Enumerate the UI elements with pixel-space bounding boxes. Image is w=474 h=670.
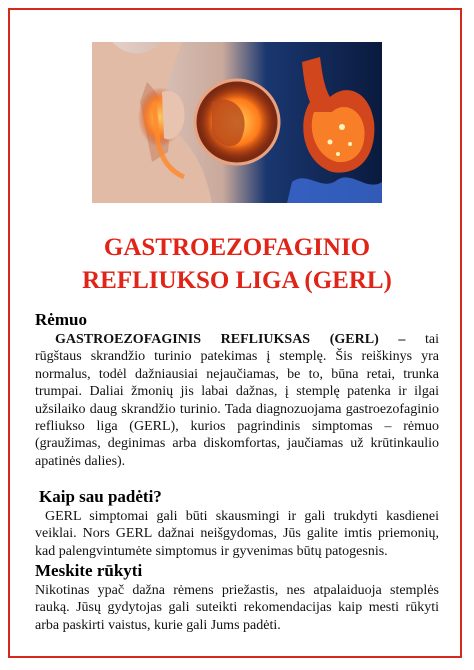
section-paragraph-remuo: [35, 331, 439, 470]
paragraph-line: (graužimas, deginimas arba diskomfortas, jaučiamas už krūtinkaulio: [35, 436, 439, 452]
paragraph-line: rauką. Jūsų gydytojas gali suteikti rekomendacijas kaip mesti rūkyti: [35, 600, 439, 616]
paragraph-line: rūgštaus skrandžio turinio patekimas į stemplę. Šis reiškinys yra: [35, 349, 439, 365]
paragraph-line: GASTROEZOFAGINIS REFLIUKSAS (GERL) – tai: [55, 332, 440, 347]
section-heading-kaip-sau-padeti: Kaip sau padėti?: [39, 487, 162, 506]
section-heading-meskite-rukyti: Meskite rūkyti: [35, 561, 143, 580]
paragraph-line: veiklai. Nors GERL dažnai neišgydomas, Jūs galite imtis priemonių,: [35, 526, 439, 542]
paragraph-line: užsilaiko daug skrandžio turinio. Tada diagnozuojama gastroezofaginio: [35, 401, 439, 417]
paragraph-line: GERL simptomai gali būti skausmingi ir gali trukdyti kasdienei: [45, 509, 439, 524]
paragraph-line: refliukso liga (GERL), kurios pagrindinis simptomas – rėmuo: [35, 419, 439, 435]
section-paragraph-kaip-sau-padeti: [35, 508, 439, 560]
lead-term: GASTROEZOFAGINIS REFLIUKSAS (GERL) –: [55, 332, 406, 347]
page-title-line-1: GASTROEZOFAGINIO: [103, 234, 371, 261]
heartburn-illustration-icon: [92, 42, 382, 203]
paragraph-line: arba paskirti vaistus, kurie gali Jums padėti.: [35, 617, 281, 633]
paragraph-line: apatinės dalies).: [35, 453, 126, 469]
section-heading-remuo: Rėmuo: [35, 310, 87, 329]
paragraph-line: kad palengvintumėte simptomus ir gyvenimas būtų patogesnis.: [35, 543, 388, 559]
section-paragraph-meskite-rukyti: [35, 582, 439, 634]
paragraph-line: Nikotinas ypač dažna rėmens priežastis, nes atpalaiduoja stemplės: [35, 583, 439, 598]
page-title-line-2: REFLIUKSO LIGA (GERL): [82, 267, 392, 294]
paragraph-line: trumpai. Daliai žmonių jis labai dažnas, į stemplę patenka ir ilgai: [35, 384, 439, 400]
paragraph-line: normalus, todėl dažniausiai nejaučiamas, be to, būna retai, trunka: [35, 366, 439, 382]
